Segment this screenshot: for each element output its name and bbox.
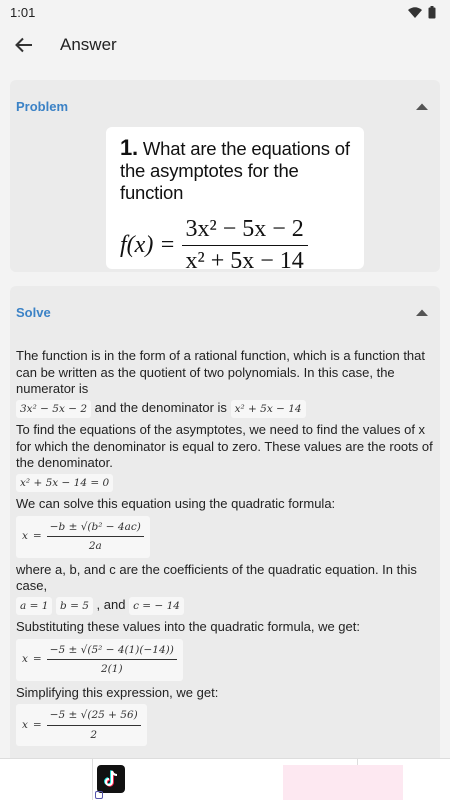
- function-numerator: 3x² − 5x − 2: [182, 216, 308, 246]
- answer-content[interactable]: [0, 66, 450, 758]
- ad-image[interactable]: [283, 765, 403, 800]
- formula-lhs: x: [22, 530, 28, 543]
- formula-fraction: [47, 519, 144, 555]
- solve-text: , and: [96, 596, 126, 612]
- ad-banner[interactable]: [0, 758, 450, 800]
- formula-denominator: 2a: [88, 540, 102, 552]
- solve-paragraph: where a, b, and c are the coefficients of the quadratic equation. In this case,: [16, 561, 417, 593]
- formula-numerator: −b ± √(b² − 4ac): [47, 519, 144, 538]
- problem-question: [120, 137, 350, 204]
- status-bar: [0, 0, 450, 24]
- status-icons: [408, 6, 436, 19]
- tiktok-logo-icon[interactable]: [97, 765, 125, 793]
- math-a: a = 1: [16, 597, 52, 616]
- back-arrow-icon: [15, 37, 33, 53]
- solve-paragraph: Substituting these values into the quadratic formula, we get:: [16, 619, 360, 634]
- page-title: Answer: [60, 35, 117, 54]
- solve-label: Solve: [16, 304, 51, 320]
- ad-frame[interactable]: [92, 759, 358, 800]
- problem-label: Problem: [16, 98, 69, 114]
- solve-text: and the denominator is: [94, 399, 227, 415]
- formula-numerator: −5 ± √(5² − 4(1)(−14)): [47, 642, 177, 661]
- formula-lhs: x: [22, 653, 28, 666]
- problem-header[interactable]: [10, 80, 440, 132]
- formula-numerator: −5 ± √(25 + 56): [47, 707, 141, 726]
- back-button[interactable]: [14, 35, 34, 55]
- chevron-up-icon[interactable]: [416, 101, 428, 111]
- ad-choices-icon[interactable]: [95, 791, 103, 799]
- solve-paragraph: To find the equations of the asymptotes, we need to find the values of x for which the denominator is equal to zero. These values are the roots of the denominator.: [16, 422, 433, 470]
- wifi-icon: [408, 7, 422, 18]
- formula-lhs: x: [22, 718, 28, 731]
- problem-question-text: What are the equations of the asymptotes for the function: [120, 138, 350, 203]
- solve-body: [10, 338, 440, 750]
- math-numerator: 3x² − 5x − 2: [16, 400, 91, 419]
- app-bar: [0, 24, 450, 66]
- math-b: b = 5: [56, 597, 93, 616]
- solve-paragraph: The function is in the form of a rational function, which is a function that can be written as the quotient of two polynomials. In this case, the numerator is: [16, 348, 425, 396]
- battery-icon: [428, 6, 436, 19]
- solve-header[interactable]: [10, 286, 440, 338]
- function-fraction: [182, 216, 308, 275]
- solve-line: [16, 474, 434, 493]
- solve-line: [16, 597, 434, 616]
- solve-paragraph: Simplifying this expression, we get:: [16, 684, 219, 700]
- problem-image: [106, 127, 364, 274]
- problem-number: 1.: [120, 135, 138, 160]
- function-denominator: x² + 5x − 14: [185, 248, 304, 274]
- status-time: 1:01: [10, 4, 36, 20]
- math-denominator: x² + 5x − 14: [231, 400, 306, 419]
- formula-fraction: [47, 707, 141, 743]
- formula-fraction: [47, 642, 177, 678]
- solve-line: [16, 400, 434, 419]
- problem-card: [10, 80, 440, 272]
- math-c: c = − 14: [129, 597, 184, 616]
- chevron-up-icon[interactable]: [416, 307, 428, 317]
- formula-denominator: 2(1): [101, 663, 123, 675]
- formula-denominator: 2: [90, 728, 98, 741]
- math-equation: x² + 5x − 14 = 0: [16, 474, 113, 493]
- solve-paragraph: We can solve this equation using the quadratic formula:: [16, 496, 336, 511]
- solve-card: [10, 286, 440, 758]
- simplified-formula: x = $\frac{-5 \pm √(25 + 56)}{2}$: [16, 704, 147, 746]
- quadratic-formula: x = $\frac{\text{−b ± √(b² − 4ac)}}{2a}$: [16, 516, 150, 558]
- problem-function: [120, 216, 350, 275]
- function-lhs: f(x) =: [120, 232, 176, 258]
- substituted-formula: x = $\frac{\text{−5 ± √(5² − 4(1)(−14))}}{2(1)}$: [16, 639, 183, 681]
